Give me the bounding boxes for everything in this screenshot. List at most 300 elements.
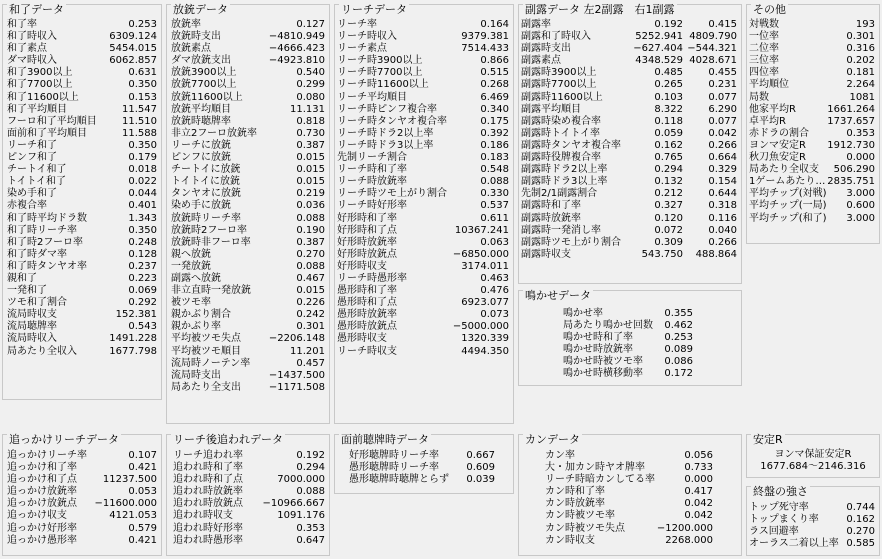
- sonota-row-label: 二位率: [749, 43, 779, 55]
- houju-row-value: 0.190: [296, 224, 325, 236]
- houju-row-label: 放銃時聴牌率: [171, 115, 231, 127]
- wahora-row-label: 和了7700以上: [7, 79, 73, 91]
- wahora-row-label: ダマ時収入: [7, 55, 57, 67]
- furo-row-value-1furo: 488.864: [695, 248, 737, 260]
- furo-row-value-1furo: 0.415: [708, 19, 737, 30]
- houju-row-label: 放銃時2フーロ率: [171, 224, 248, 236]
- furo-row-label: 副露時ドラ3以上率: [521, 176, 608, 188]
- furo-row-label: 副露時染め複合率: [521, 115, 601, 127]
- houju-row: [167, 297, 329, 309]
- houju-row: [167, 176, 329, 188]
- houju-row-label: 平均被ツモ順目: [171, 345, 241, 357]
- oikake-row-value: 0.107: [128, 450, 157, 461]
- houju-row-value: 0.088: [296, 260, 325, 272]
- houju-row-label: 親かぶり率: [171, 321, 221, 333]
- furo-row-value-2furo: 0.132: [654, 176, 683, 188]
- kan-row: [519, 486, 741, 498]
- houju-row: [167, 128, 329, 140]
- riichi-row-value: 6923.077: [461, 297, 509, 309]
- furo-row-value-1furo: 6.290: [708, 103, 737, 115]
- houju-row: [167, 19, 329, 31]
- wahora-row-value: 152.381: [115, 309, 157, 321]
- houju-row-value: 0.818: [296, 115, 325, 127]
- furo-row-label: 副露時11600以上: [521, 91, 603, 103]
- sonota-row: [747, 116, 879, 128]
- wahora-row-label: ピンフ和了: [7, 152, 57, 164]
- wahora-row: [3, 104, 161, 116]
- riichi-row: [335, 188, 513, 200]
- wahora-row: [3, 152, 161, 164]
- oikake-row-value: 0.421: [128, 534, 157, 546]
- wahora-row-label: チートイ和了: [7, 164, 67, 176]
- furo-row-value-1furo: 0.154: [708, 176, 737, 188]
- houju-row: [167, 261, 329, 273]
- houju-row-value: 0.270: [296, 248, 325, 260]
- shuban-row: [747, 526, 879, 538]
- furo-row: [519, 79, 741, 91]
- sonota-row-value: 0.316: [846, 43, 875, 55]
- furo-group: [518, 4, 742, 284]
- menzen-row-value: 0.667: [466, 450, 495, 461]
- nakase-row-label: 鳴かせ時放銃率: [563, 344, 633, 356]
- houju-row-value: 0.467: [296, 272, 325, 284]
- houju-row-label: 一発放銃: [171, 260, 211, 272]
- oiware-title: リーチ後追われデータ: [173, 433, 283, 446]
- shuban-row: [747, 502, 879, 514]
- furo-row: [519, 43, 741, 55]
- oikake-row: [3, 510, 161, 522]
- furo-row-value-1furo: 0.077: [708, 115, 737, 127]
- houju-row-value: 0.015: [296, 164, 325, 176]
- kan-title: カンデータ: [525, 433, 580, 446]
- wahora-row-value: 0.292: [128, 297, 157, 309]
- furo-row-label: 副露素点: [521, 55, 561, 67]
- houju-row-label: 非立直時一発放銃: [171, 285, 251, 297]
- houju-row-label: 放銃11600以上: [171, 91, 243, 103]
- houju-row-label: 放銃率: [171, 19, 201, 30]
- wahora-row-value: 1.343: [128, 212, 157, 224]
- houju-row-value: −4810.949: [268, 31, 325, 43]
- oiware-row-label: 追われ時和了点: [173, 474, 243, 486]
- sonota-row-value: 193: [855, 19, 875, 30]
- furo-row-value-1furo: 4809.790: [689, 31, 737, 43]
- riichi-row-label: 先制リーチ割合: [337, 152, 407, 164]
- oikake-row-value: 0.421: [128, 462, 157, 474]
- menzen-row-label: 愚形聴牌時聴牌とらず: [349, 474, 449, 486]
- riichi-row-value: 0.340: [480, 103, 509, 115]
- riichi-row-label: 愚形時収支: [337, 333, 387, 345]
- furo-row-value-2furo: 0.765: [654, 152, 683, 164]
- houju-row-value: 0.387: [296, 139, 325, 151]
- furo-row-label: 副露率: [521, 19, 551, 30]
- riichi-row-label: 好形時和了率: [337, 212, 397, 224]
- riichi-row-value: 0.063: [480, 236, 509, 248]
- riichi-row-value: 6.469: [480, 91, 509, 103]
- oiware-row: [167, 523, 329, 535]
- houju-row: [167, 273, 329, 285]
- nakase-row-label: 鳴かせ時和了率: [563, 332, 633, 344]
- kan-row: [519, 462, 741, 474]
- houju-row: [167, 55, 329, 67]
- wahora-row-value: 0.253: [128, 19, 157, 30]
- furo-row-value-2furo: 0.072: [654, 224, 683, 236]
- oiware-row: [167, 510, 329, 522]
- oiware-rows: [167, 450, 329, 547]
- houju-rows: [167, 19, 329, 394]
- wahora-row-value: 0.350: [128, 139, 157, 151]
- wahora-row-label: 赤複合率: [7, 200, 47, 212]
- houju-row: [167, 79, 329, 91]
- houju-row-value: 0.088: [296, 212, 325, 224]
- oiware-row-value: 0.353: [296, 522, 325, 534]
- riichi-row-label: リーチ時11600以上: [337, 79, 429, 91]
- furo-row-value-2furo: 0.212: [654, 188, 683, 200]
- sonota-row: [747, 176, 879, 188]
- furo-row: [519, 237, 741, 249]
- oikake-row-label: 追っかけ和了率: [7, 462, 77, 474]
- houju-row-value: −2206.148: [268, 333, 325, 345]
- wahora-row: [3, 140, 161, 152]
- sonota-row-label: 平均順位: [749, 79, 789, 91]
- shuban-rows: [747, 502, 879, 550]
- furo-row-label: 副露時ドラ2以上率: [521, 164, 608, 176]
- wahora-row: [3, 200, 161, 212]
- riichi-row: [335, 55, 513, 67]
- shuban-row-value: 0.585: [846, 538, 875, 550]
- houju-row: [167, 285, 329, 297]
- furo-row-value-2furo: 0.120: [654, 212, 683, 224]
- oikake-row-value: 4121.053: [109, 510, 157, 522]
- wahora-row-value: 0.631: [128, 67, 157, 79]
- kan-row-label: カン時収支: [545, 534, 595, 546]
- houju-row: [167, 213, 329, 225]
- sonota-row-value: 0.181: [846, 67, 875, 79]
- kan-row-value: 0.042: [684, 510, 713, 522]
- wahora-row-label: 流局聴牌率: [7, 321, 57, 333]
- menzen-title: 面前聴牌時データ: [341, 433, 429, 446]
- furo-row: [519, 92, 741, 104]
- sonota-title: その他: [753, 3, 786, 16]
- houju-row: [167, 249, 329, 261]
- wahora-row-value: 0.248: [128, 236, 157, 248]
- kan-row: [519, 498, 741, 510]
- wahora-row-value: 0.179: [128, 152, 157, 164]
- wahora-row-value: 0.018: [128, 164, 157, 176]
- kan-row-value: 2268.000: [665, 534, 713, 546]
- nakase-row-value: 0.172: [664, 368, 693, 380]
- wahora-row-label: 局あたり全収入: [7, 345, 77, 357]
- riichi-row-label: 愚形時放銃点: [337, 321, 397, 333]
- riichi-title: リーチデータ: [341, 3, 407, 16]
- sonota-row-label: 平均チップ(一局): [749, 200, 827, 212]
- houju-row: [167, 188, 329, 200]
- wahora-row-value: 11.510: [122, 115, 157, 127]
- sonota-row-value: 0.000: [846, 152, 875, 164]
- houju-row: [167, 116, 329, 128]
- oikake-row-label: 追っかけ収支: [7, 510, 67, 522]
- nakase-row: [519, 332, 741, 344]
- furo-row-label: 副露時和了率: [521, 200, 581, 212]
- sonota-row-value: 3.000: [846, 188, 875, 200]
- wahora-row-label: 和了素点: [7, 43, 47, 55]
- furo-row-label: 副露時役牌複合率: [521, 152, 601, 164]
- furo-row-value-1furo: 0.664: [708, 152, 737, 164]
- houju-row-label: 被ツモ率: [171, 297, 211, 309]
- furo-row-value-1furo: 0.077: [708, 91, 737, 103]
- riichi-row-label: リーチ率: [337, 19, 377, 30]
- riichi-row-label: リーチ時3900以上: [337, 55, 423, 67]
- furo-row-value-1furo: 0.644: [708, 188, 737, 200]
- wahora-row-value: 6309.124: [109, 31, 157, 43]
- wahora-row: [3, 225, 161, 237]
- oikake-group: [2, 434, 162, 556]
- houju-row-value: −1171.508: [268, 381, 325, 393]
- wahora-row: [3, 333, 161, 345]
- wahora-row-value: 1491.228: [109, 333, 157, 345]
- wahora-row: [3, 285, 161, 297]
- riichi-row-label: リーチ時ピンフ複合率: [337, 103, 437, 115]
- riichi-row-value: −5000.000: [452, 321, 509, 333]
- wahora-row-label: ツモ和了割合: [7, 297, 67, 309]
- wahora-row-value: 0.044: [128, 188, 157, 200]
- nakase-group: [518, 290, 742, 386]
- wahora-row: [3, 92, 161, 104]
- wahora-row-label: リーチ和了: [7, 139, 57, 151]
- riichi-row-value: 0.476: [480, 285, 509, 297]
- houju-row-label: チートイに放銃: [171, 164, 241, 176]
- furo-row: [519, 104, 741, 116]
- furo-row-value-2furo: 0.059: [654, 127, 683, 139]
- wahora-row-value: 0.401: [128, 200, 157, 212]
- wahora-row: [3, 43, 161, 55]
- wahora-row: [3, 31, 161, 43]
- wahora-title: 和了データ: [9, 3, 64, 16]
- furo-row-value-1furo: 0.318: [708, 200, 737, 212]
- houju-row-value: 11.201: [290, 345, 325, 357]
- kan-row-label: カン時放銃率: [545, 498, 605, 510]
- wahora-row: [3, 116, 161, 128]
- sonota-row-label: 卓平均R: [749, 115, 786, 127]
- furo-row-label: 副露時支出: [521, 43, 571, 55]
- furo-row-value-1furo: 0.266: [708, 236, 737, 248]
- furo-row-value-1furo: 0.266: [708, 139, 737, 151]
- oikake-row: [3, 535, 161, 547]
- riichi-row-label: 愚形時和了点: [337, 297, 397, 309]
- sonota-row: [747, 140, 879, 152]
- wahora-row: [3, 249, 161, 261]
- furo-row: [519, 213, 741, 225]
- furo-row-value-2furo: 0.294: [654, 164, 683, 176]
- furo-row-value-1furo: −544.321: [687, 43, 737, 55]
- oikake-row: [3, 450, 161, 462]
- kan-row: [519, 510, 741, 522]
- furo-row-value-2furo: 0.162: [654, 139, 683, 151]
- menzen-row: [335, 450, 513, 462]
- shuban-group: [746, 486, 880, 556]
- sonota-row-value: 0.202: [846, 55, 875, 67]
- oikake-row: [3, 486, 161, 498]
- riichi-row-label: 好形時収支: [337, 260, 387, 272]
- riichi-row: [335, 128, 513, 140]
- riichi-row-label: リーチ時収支: [337, 345, 397, 357]
- riichi-row: [335, 273, 513, 285]
- sonota-row-value: 0.600: [846, 200, 875, 212]
- wahora-row-label: 和了平均順目: [7, 103, 67, 115]
- oiware-row-label: 追われ時愚形率: [173, 534, 243, 546]
- oikake-row-label: 追っかけ愚形率: [7, 534, 77, 546]
- shuban-title: 終盤の強さ: [753, 485, 808, 498]
- wahora-row: [3, 55, 161, 67]
- wahora-row-value: 0.022: [128, 176, 157, 188]
- houju-row-label: ダマ放銃支出: [171, 55, 231, 67]
- riichi-row: [335, 285, 513, 297]
- oiware-row-label: 追われ時好形率: [173, 522, 243, 534]
- sonota-row-label: 対戦数: [749, 19, 779, 30]
- houju-row-value: 0.036: [296, 200, 325, 212]
- wahora-row-label: 和了時ダマ率: [7, 248, 67, 260]
- antei-group: [746, 434, 880, 478]
- houju-row-label: 染め手に放銃: [171, 200, 231, 212]
- wahora-row-label: 流局時収支: [7, 309, 57, 321]
- houju-row-label: 平均被ツモ失点: [171, 333, 241, 345]
- houju-row-value: 0.127: [296, 19, 325, 30]
- furo-row-label: 先制2/1副露割合: [521, 188, 598, 200]
- nakase-row: [519, 320, 741, 332]
- riichi-row-label: 好形時放銃点: [337, 248, 397, 260]
- riichi-row-label: リーチ時ツモ上がり割合: [337, 188, 447, 200]
- riichi-row: [335, 116, 513, 128]
- sonota-row-value: 1737.657: [827, 115, 875, 127]
- kan-row: [519, 523, 741, 535]
- wahora-row: [3, 176, 161, 188]
- kan-row-label: カン時被ツモ失点: [545, 522, 625, 534]
- houju-row-value: −4666.423: [268, 43, 325, 55]
- sonota-row-value: 506.290: [833, 164, 875, 176]
- wahora-row-label: 和了時平均ドラ数: [7, 212, 87, 224]
- riichi-row: [335, 200, 513, 212]
- furo-row-value-2furo: −627.404: [633, 43, 683, 55]
- shuban-row-value: 0.162: [846, 514, 875, 526]
- riichi-row-value: 0.392: [480, 127, 509, 139]
- riichi-row: [335, 31, 513, 43]
- sonota-row-label: 局数: [749, 91, 769, 103]
- kan-row-value: −1200.000: [656, 522, 713, 534]
- oiware-row: [167, 474, 329, 486]
- wahora-row-label: 染め手和了: [7, 188, 57, 200]
- sonota-row-label: 一位率: [749, 31, 779, 43]
- riichi-row-value: 0.088: [480, 176, 509, 188]
- shuban-row-label: トップまくり率: [749, 514, 819, 526]
- sonota-row-value: 2835.751: [827, 176, 875, 188]
- furo-row: [519, 200, 741, 212]
- houju-row: [167, 200, 329, 212]
- furo-title: 副露データ 左2副露 右1副露: [525, 3, 675, 16]
- menzen-row-value: 0.039: [466, 474, 495, 486]
- riichi-row: [335, 104, 513, 116]
- houju-row: [167, 382, 329, 394]
- kan-group: [518, 434, 742, 556]
- houju-row-label: 放銃時非フーロ率: [171, 236, 251, 248]
- houju-row-value: 0.730: [296, 127, 325, 139]
- oikake-row-label: 追っかけリーチ率: [7, 450, 87, 461]
- kan-row-label: リーチ時暗カンしてる率: [545, 474, 655, 486]
- wahora-row-label: 親和了: [7, 272, 37, 284]
- oiware-row: [167, 498, 329, 510]
- riichi-row: [335, 249, 513, 261]
- wahora-row-label: 和了11600以上: [7, 91, 79, 103]
- wahora-row: [3, 297, 161, 309]
- wahora-row: [3, 188, 161, 200]
- antei-title: 安定R: [753, 433, 783, 446]
- oikake-title: 追っかけリーチデータ: [9, 433, 119, 446]
- oikake-rows: [3, 450, 161, 547]
- shuban-row-label: ラス回避率: [749, 526, 799, 538]
- riichi-row-label: リーチ平均順目: [337, 91, 407, 103]
- houju-group: [166, 4, 330, 424]
- kan-row-value: 0.056: [684, 450, 713, 461]
- houju-row-value: −1437.500: [268, 369, 325, 381]
- oikake-row-label: 追っかけ放銃率: [7, 486, 77, 498]
- wahora-row-value: 0.237: [128, 260, 157, 272]
- riichi-row-value: 0.515: [480, 67, 509, 79]
- shuban-row-value: 0.744: [846, 502, 875, 513]
- wahora-row: [3, 346, 161, 358]
- riichi-row: [335, 237, 513, 249]
- wahora-row-label: 和了時リーチ率: [7, 224, 77, 236]
- riichi-row: [335, 92, 513, 104]
- sonota-row-label: 平均チップ(和了): [749, 212, 827, 224]
- riichi-row-value: 4494.350: [461, 345, 509, 357]
- houju-row-label: 放銃7700以上: [171, 79, 237, 91]
- riichi-row-label: リーチ時7700以上: [337, 67, 423, 79]
- wahora-row-value: 11.588: [122, 127, 157, 139]
- houju-row-label: 放銃時支出: [171, 31, 221, 43]
- riichi-row-value: 3174.011: [461, 260, 509, 272]
- houju-row: [167, 140, 329, 152]
- riichi-row-value: 0.330: [480, 188, 509, 200]
- oiware-row: [167, 535, 329, 547]
- furo-row: [519, 176, 741, 188]
- sonota-row: [747, 79, 879, 91]
- furo-row: [519, 116, 741, 128]
- wahora-group: [2, 4, 162, 400]
- wahora-row: [3, 309, 161, 321]
- furo-row-value-2furo: 5252.941: [635, 31, 683, 43]
- furo-row-value-1furo: 0.455: [708, 67, 737, 79]
- sonota-rows: [747, 19, 879, 225]
- nakase-row-label: 局あたり鳴かせ回数: [563, 320, 653, 332]
- nakase-rows: [519, 308, 741, 381]
- sonota-row: [747, 104, 879, 116]
- riichi-row-label: リーチ時好形率: [337, 200, 407, 212]
- oiware-row-value: 0.192: [296, 450, 325, 461]
- houju-row-label: 局あたり全支出: [171, 381, 241, 393]
- riichi-row: [335, 213, 513, 225]
- riichi-row-label: リーチ時ドラ2以上率: [337, 127, 434, 139]
- sonota-row-label: 平均チップ(対戦): [749, 188, 827, 200]
- oiware-row-label: リーチ追われ率: [173, 450, 243, 461]
- riichi-rows: [335, 19, 513, 358]
- furo-row-value-2furo: 8.322: [654, 103, 683, 115]
- sonota-group: [746, 4, 880, 244]
- houju-row: [167, 237, 329, 249]
- nakase-row-value: 0.089: [664, 344, 693, 356]
- wahora-row-label: 和了3900以上: [7, 67, 73, 79]
- oikake-row-value: 0.053: [128, 486, 157, 498]
- oikake-row: [3, 523, 161, 535]
- nakase-row-value: 0.253: [664, 332, 693, 344]
- wahora-row: [3, 19, 161, 31]
